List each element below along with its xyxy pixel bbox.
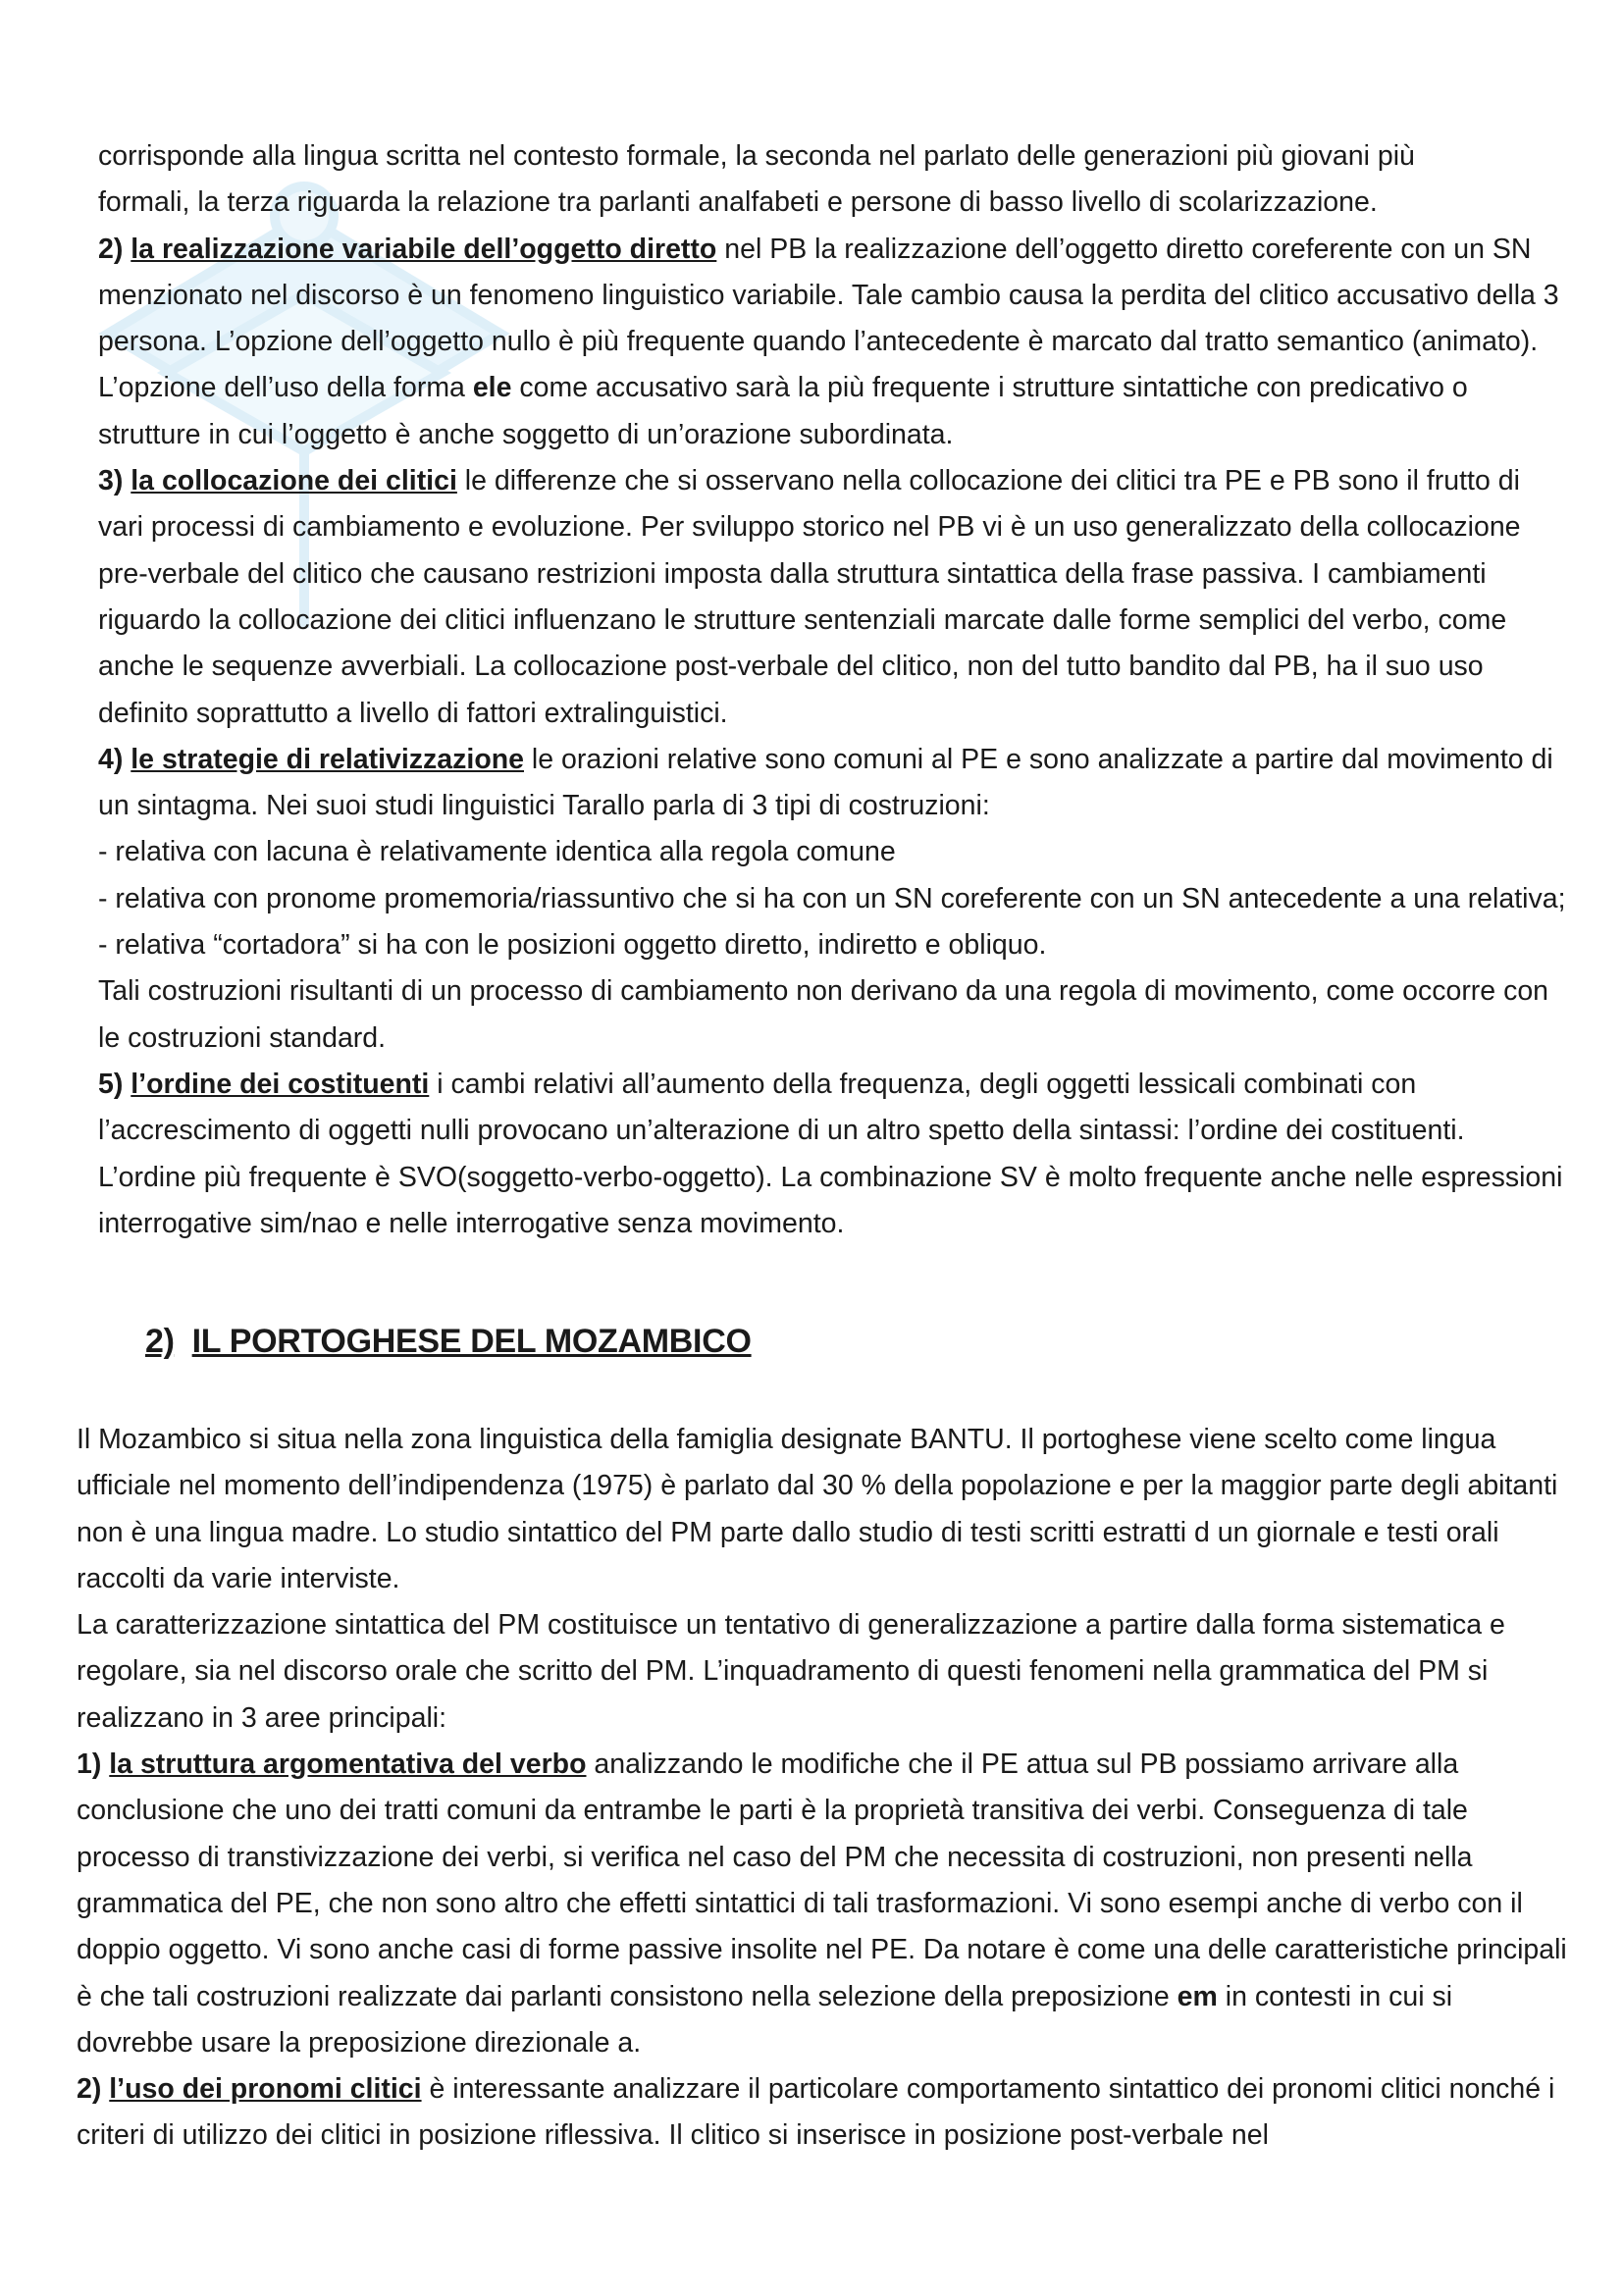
- item-text-cont: in contesti in cui si dovrebbe usare la preposizione direzionale a.: [77, 1980, 1453, 2059]
- item-2-paragraph: [98, 227, 1570, 458]
- after-list-paragraph: Tali costruzioni risultanti di un processo di cambiamento non derivano da una regola di movimento, come occorre con le costruzioni standard.: [98, 975, 1549, 1054]
- item-2-paragraph: [77, 2066, 1568, 2160]
- item-title: la collocazione dei clitici: [131, 465, 457, 497]
- item-title: la realizzazione variabile dell’oggetto diretto: [131, 233, 717, 265]
- section-two: [77, 1417, 1568, 2160]
- item-text: analizzando le modifiche che il PE attua sul PB possiamo arrivare alla conclusione che uno dei tratti comuni da entrambe le parti è la proprietà transitiva dei verbi. Conseguenza di tale processo di transtivizzazione dei verbi, si verifica nel caso del PM che necessita di costruzioni, non presenti nella grammatica del PE, che non sono altro che effetti sintattici di tali trasformazioni. Vi sono esempi anche di verbo con il doppio oggetto. Vi sono anche casi di forme passive insolite nel PE. Da notare è come una delle caratteristiche principali è che tali costruzioni realizzate dai parlanti consistono nella selezione della preposizione: [77, 1748, 1567, 2012]
- item-title: la struttura argomentativa del verbo: [109, 1748, 587, 1781]
- item-text: i cambi relativi all’aumento della frequenza, degli oggetti lessicali combinati con l’accrescimento di oggetti nulli provocano un’alterazione di un altro spetto della sintassi: l’ordine dei costituenti. L’ordine più frequente è SVO(soggetto-verbo-oggetto). La combinazione SV è molto frequente anche nelle espressioni interrogative sim/nao e nelle interrogative senza movimento.: [98, 1068, 1563, 1239]
- section-heading: [145, 1323, 752, 1361]
- item-number: 1): [77, 1748, 102, 1781]
- item-3-paragraph: [98, 458, 1570, 737]
- list-item: - relativa “cortadora” si ha con le posizioni oggetto diretto, indiretto e obliquo.: [98, 929, 1047, 962]
- intro-line-2: formali, la terza riguarda la relazione tra parlanti analfabeti e persone di basso livello di scolarizzazione.: [98, 186, 1378, 219]
- item-number: 4): [98, 743, 124, 775]
- item-title: le strategie di relativizzazione: [131, 743, 524, 775]
- section-one: [98, 133, 1570, 1247]
- item-text: nel PB la realizzazione dell’oggetto diretto coreferente con un SN menzionato nel discorso è un fenomeno linguistico variabile. Tale cambio causa la perdita del clitico accusativo della 3 persona. L’opzione dell’oggetto nullo è più frequente quando l’antecedente è marcato dal tratto semantico (animato). L’opzione dell’uso della forma: [98, 233, 1559, 404]
- item-number: 2): [98, 233, 124, 265]
- item-text: è interessante analizzare il particolare comportamento sintattico dei pronomi clitici nonché i criteri di utilizzo dei clitici in posizione riflessiva. Il clitico si inserisce in posizione post-verbale nel: [77, 2073, 1555, 2152]
- item-number: 2): [77, 2073, 102, 2106]
- item-bold-word: ele: [472, 372, 512, 404]
- heading-number: 2): [145, 1323, 175, 1360]
- list-item: - relativa con lacuna è relativamente identica alla regola comune: [98, 836, 896, 868]
- item-text: le orazioni relative sono comuni al PE e sono analizzate a partire dal movimento di un sintagma. Nei suoi studi linguistici Tarallo parla di 3 tipi di costruzioni:: [98, 743, 1553, 822]
- item-5-paragraph: [98, 1062, 1570, 1247]
- item-bold-word: em: [1177, 1980, 1218, 2012]
- intro-line-1: corrisponde alla lingua scritta nel contesto formale, la seconda nel parlato delle generazioni più giovani più: [98, 140, 1415, 172]
- item-1-paragraph: [77, 1742, 1568, 2066]
- item-text: le differenze che si osservano nella collocazione dei clitici tra PE e PB sono il frutto di vari processi di cambiamento e evoluzione. Per sviluppo storico nel PB vi è un uso generalizzato della collocazione pre-verbale del clitico che causano restrizioni imposta dalla struttura sintattica della frase passiva. I cambiamenti riguardo la collocazione dei clitici influenzano le strutture sentenziali marcate dalle forme semplici del verbo, come anche le sequenze avverbiali. La collocazione post-verbale del clitico, non del tutto bandito dal PB, ha il suo uso definito soprattutto a livello di fattori extralinguistici.: [98, 465, 1521, 729]
- paragraph: Il Mozambico si situa nella zona linguistica della famiglia designate BANTU. Il portoghese viene scelto come lingua ufficiale nel momento dell’indipendenza (1975) è parlato dal 30 % della popolazione e per la maggior parte degli abitanti non è una lingua madre. Lo studio sintattico del PM parte dallo studio di testi scritti estratti d un giornale e testi orali raccolti da varie interviste.: [77, 1424, 1558, 1594]
- item-title: l’ordine dei costituenti: [131, 1068, 430, 1100]
- item-text-cont: come accusativo sarà la più frequente i strutture sintattiche con predicativo o strutture in cui l’oggetto è anche soggetto di un’orazione subordinata.: [98, 372, 1468, 450]
- paragraph: La caratterizzazione sintattica del PM costituisce un tentativo di generalizzazione a partire dalla forma sistematica e regolare, sia nel discorso orale che scritto del PM. L’inquadramento di questi fenomeni nella grammatica del PM si realizzano in 3 aree principali:: [77, 1609, 1505, 1734]
- item-number: 5): [98, 1068, 124, 1100]
- item-title: l’uso dei pronomi clitici: [109, 2073, 422, 2106]
- item-4-paragraph: [98, 737, 1570, 830]
- item-number: 3): [98, 465, 124, 497]
- heading-title: IL PORTOGHESE DEL MOZAMBICO: [191, 1323, 752, 1360]
- list-item: - relativa con pronome promemoria/riassuntivo che si ha con un SN coreferente con un SN antecedente a una relativa;: [98, 882, 1566, 914]
